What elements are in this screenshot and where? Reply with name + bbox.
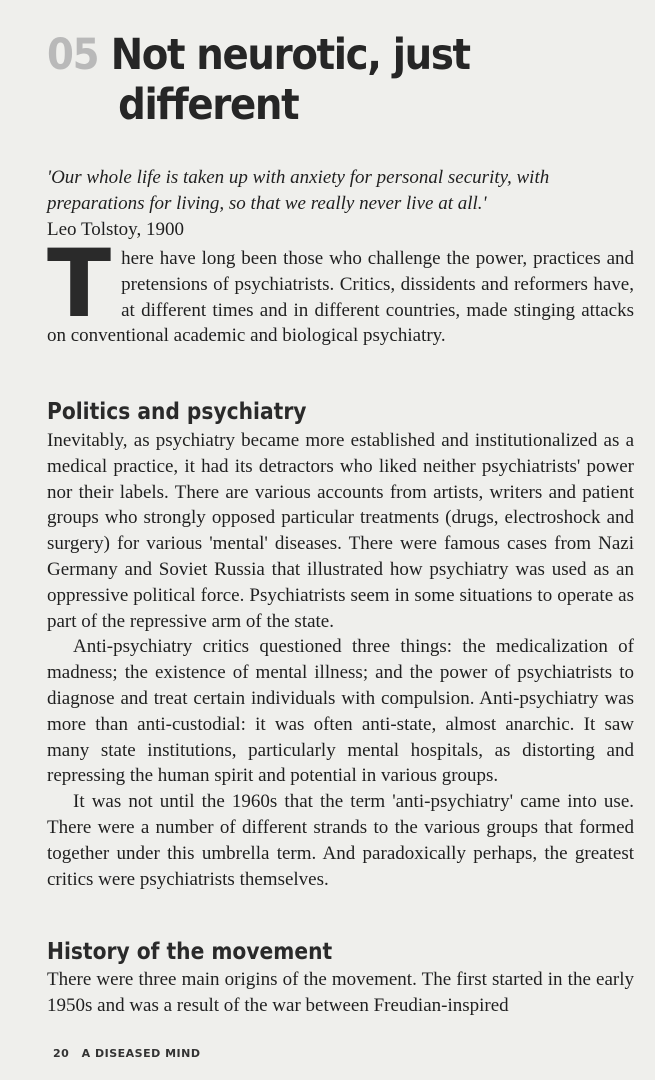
chapter-heading xyxy=(47,30,569,130)
paragraph: Inevitably, as psychiatry became more established and institutionalized as a medical practice, it had its detractors who liked neither psychiatrists' power nor their labels. There are various accounts from artists, writers and patient groups who strongly opposed particular treatments (drugs, electroshock and surgery) for various 'mental' diseases. There were famous cases from Nazi Germany and Soviet Russia that illustrated how psychiatry was used as an oppressive political force. Psychiatrists seem in some situations to operate as part of the repressive arm of the state. xyxy=(47,430,634,632)
epigraph xyxy=(47,165,637,243)
paragraph: Anti-psychiatry critics questioned three things: the medicalization of madness; the existence of mental illness; and the power of psychiatrists to diagnose and treat certain individuals with compulsion. Anti-psychiatry was more than anti-custodial: it was often anti-state, almost anarchic. It saw many state institutions, particularly mental hospitals, as distorting and repressing the human spirit and potential in various groups. xyxy=(47,636,634,787)
page-footer xyxy=(53,1047,200,1060)
page-number: 20 xyxy=(53,1047,70,1060)
epigraph-source: Leo Tolstoy, 1900 xyxy=(47,219,184,240)
section-body-politics xyxy=(47,428,634,892)
section-heading-history: History of the movement xyxy=(47,939,333,965)
paragraph: There were three main origins of the movement. The first started in the early 1950s and was a result of the war between Freudian-inspired xyxy=(47,969,634,1016)
drop-cap: T xyxy=(47,230,112,339)
section-body-history xyxy=(47,967,634,1019)
paragraph: It was not until the 1960s that the term 'anti-psychiatry' came into use. There were a number of different strands to the various groups that formed together under this umbrella term. And paradoxically perhaps, the greatest critics were psychiatrists themselves. xyxy=(47,791,634,890)
chapter-number: 05 xyxy=(47,30,99,80)
chapter-title-line1: Not neurotic, just xyxy=(110,30,470,80)
epigraph-quote: 'Our whole life is taken up with anxiety for personal security, with preparations for living, so that we really never live at all.' xyxy=(47,167,550,214)
intro-text: here have long been those who challenge the power, practices and pretensions of psychiatrists. Critics, dissidents and reformers have, at different times and in different countries, made stinging attacks on conventional academic and biological psychiatry. xyxy=(47,248,634,347)
chapter-title-line2: different xyxy=(118,80,299,130)
intro-paragraph xyxy=(47,230,634,349)
running-title: A DISEASED MIND xyxy=(81,1047,201,1060)
section-heading-politics: Politics and psychiatry xyxy=(47,399,307,425)
